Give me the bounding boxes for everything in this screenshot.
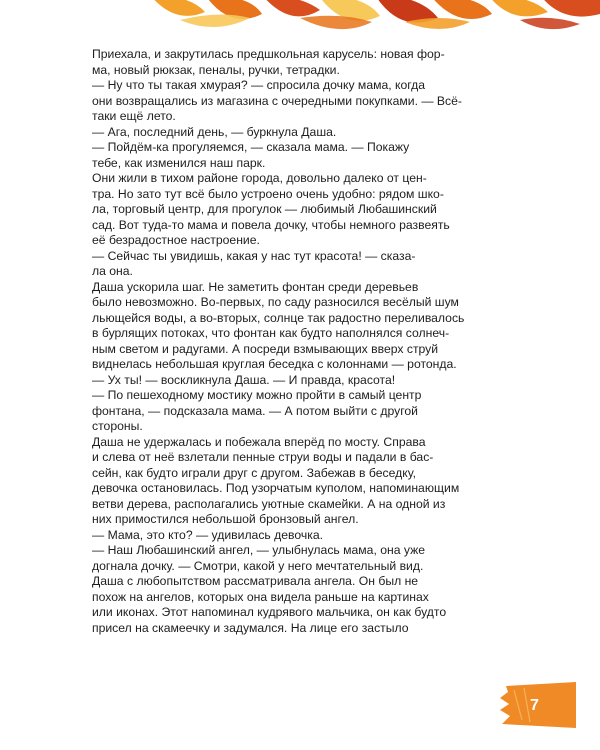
text-line: — Ну что ты такая хмурая? — спросила дочку мама, когда [92, 78, 426, 92]
text-line: них примостился небольшой бронзовый ангел. [92, 512, 359, 526]
text-line: — Сейчас ты увидишь, какая у нас тут красота! — сказа- [92, 248, 416, 263]
text-line: было невозможно. Во-первых, по саду разносился весёлый шум [92, 295, 459, 309]
text-line: или иконах. Этот напоминал кудрявого мальчика, он как будто [92, 605, 447, 619]
text-line: Даша не удержалась и побежала вперёд по мосту. Справа [92, 434, 426, 449]
text-line: Даша ускорила шаг. Не заметить фонтан среди деревьев [92, 279, 419, 294]
text-line: похож на ангелов, которых она видела раньше на картинах [92, 589, 429, 604]
text-line: сейн, как будто играли друг с другом. Забежав в беседку, [92, 465, 416, 480]
text-line: её безрадостное настроение. [92, 233, 260, 247]
text-line: тра. Но зато тут всё было устроено очень удобно: рядом шко- [92, 186, 444, 201]
text-line: таки ещё лето. [92, 109, 176, 123]
text-line: ла, торговый центр, для прогулок — любимый Любашинский [92, 202, 437, 216]
text-line: виднелась небольшая круглая беседка с колоннами — ротонда. [92, 357, 457, 371]
text-line: — Мама, это кто? — удивилась девочка. [92, 527, 324, 542]
text-line: — По пешеходному мостику можно пройти в самый центр [92, 388, 422, 402]
text-line: — Ух ты! — воскликнула Даша. — И правда, красота! [92, 372, 396, 387]
text-line: и слева от неё взлетали пенные струи воды и падали в бас- [92, 450, 434, 464]
text-line: девочка остановилась. Под узорчатым куполом, напоминающим [92, 481, 460, 495]
text-line: ма, новый рюкзак, пеналы, ручки, тетрадки. [92, 62, 340, 77]
text-line: ным светом и радугами. А посреди взмывающих вверх струй [92, 341, 439, 356]
text-line: присел на скамеечку и задумался. На лице его застыло [92, 620, 409, 635]
leaf-icon [150, 0, 600, 29]
page-number: 7 [530, 697, 539, 714]
text-line: тебе, как изменился наш парк. [92, 155, 266, 170]
text-line: — Наш Любашинский ангел, — улыбнулась мама, она уже [92, 543, 426, 557]
text-line: Даша с любопытством рассматривала ангела. Он был не [92, 574, 419, 588]
text-line: догнала дочку. — Смотри, какой у него мечтательный вид. [92, 558, 424, 573]
text-line: — Ага, последний день, — буркнула Даша. [92, 124, 337, 139]
text-line: ла она. [92, 264, 133, 278]
story-text [92, 47, 510, 636]
text-line: в бурлящих потоках, что фонтан как будто наполнялся солнеч- [92, 326, 450, 340]
text-line: — Пойдём-ка прогуляемся, — сказала мама. — Покажу [92, 140, 410, 154]
text-line: льющейся воды, а во-вторых, солнце так радостно переливалось [92, 310, 465, 325]
text-line: сад. Вот туда-то мама и повела дочку, чтобы немного развеять [92, 217, 450, 232]
text-line: они возвращались из магазина с очередными покупками. — Всё- [92, 93, 462, 108]
text-line: стороны. [92, 419, 143, 433]
text-line: Они жили в тихом районе города, довольно далеко от цен- [92, 171, 427, 185]
text-line: фонтана, — подсказала мама. — А потом выйти с другой [92, 403, 418, 418]
text-line: Приехала, и закрутилась предшкольная карусель: новая фор- [92, 47, 445, 61]
autumn-leaves-decoration [0, 0, 600, 40]
text-line: ветви дерева, располагались уютные скамейки. А на одной из [92, 496, 446, 511]
